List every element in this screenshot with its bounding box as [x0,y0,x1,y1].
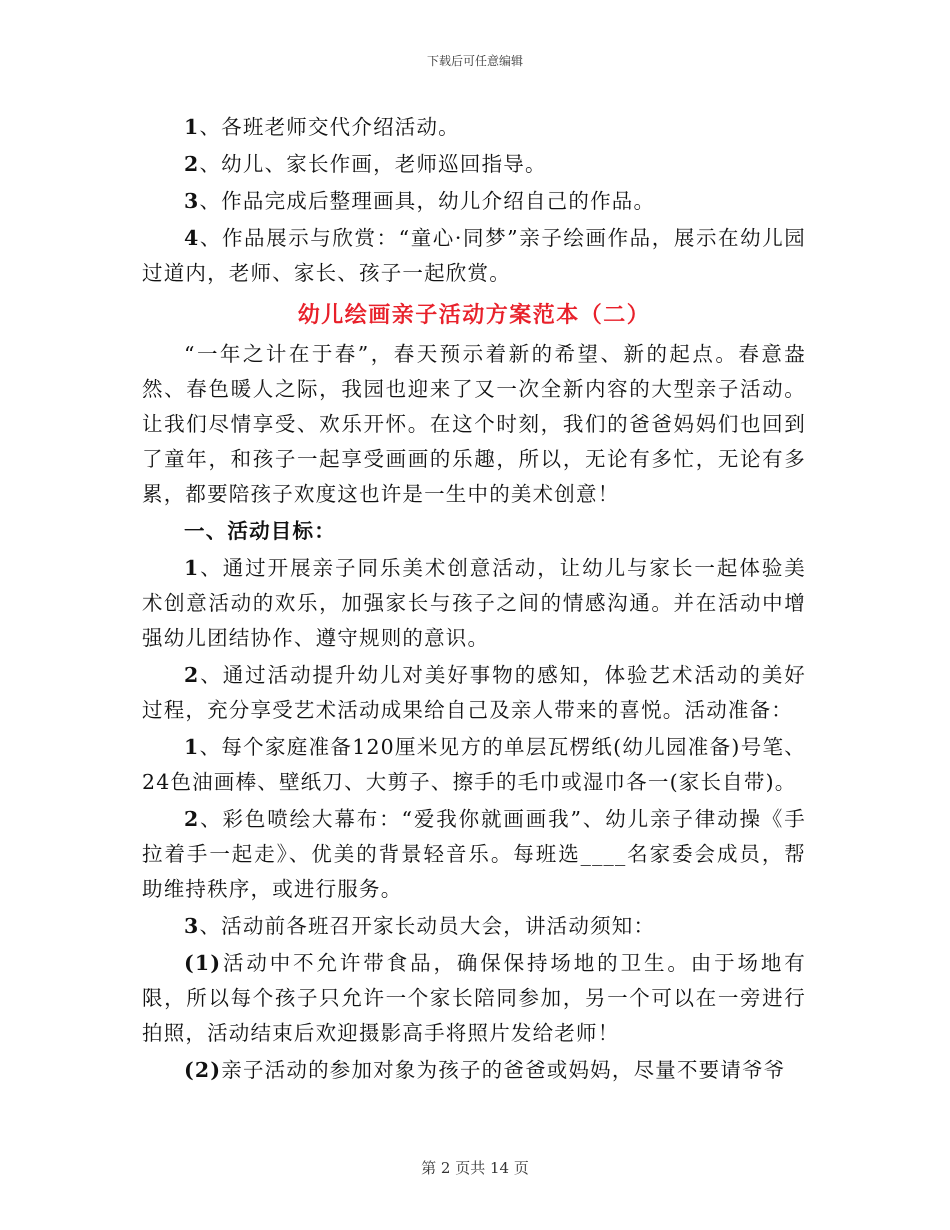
goals-heading: 一、活动目标： [184,519,336,543]
item-number: 1 [184,556,200,580]
item-text: 、作品展示与欣赏：“童心·同梦”亲子绘画作品，展示在幼儿园过道内，老师、家长、孩子一起欣赏。 [142,226,806,285]
document-body [142,110,806,1090]
item-text: 、各班老师交代介绍活动。 [199,115,460,139]
intro-paragraph: “一年之计在于春”，春天预示着新的希望、新的起点。春意盎然、春色暖人之际，我园也迎来了又一次全新内容的大型亲子活动。让我们尽情享受、欢乐开怀。在这个时刻，我们的爸爸妈妈们也回到了童年，和孩子一起享受画画的乐趣，所以，无论有多忙，无论有多累，都要陪孩子欢度这也许是一生中的美术创意！ [142,342,806,506]
item-number: (2) [184,1058,222,1082]
item-number: 1 [184,115,200,139]
page-header: 下载后可任意编辑 [426,54,523,68]
item-text: 活动中不允许带食品，确保保持场地的卫生。由于场地有限，所以每个孩子只允许一个家长陪同参加，另一个可以在一旁进行拍照，活动结束后欢迎摄影高手将照片发给老师！ [142,951,806,1045]
item-text: 、通过开展亲子同乐美术创意活动，让幼儿与家长一起体验美术创意活动的欢乐，加强家长与孩子之间的情感沟通。并在活动中增强幼儿团结协作、遵守规则的意识。 [142,556,806,650]
item-number: 4 [184,226,200,250]
section-title: 幼儿绘画亲子活动方案范本（二） [297,302,651,328]
item-number: 2 [184,152,200,176]
page-footer: 第 2 页共 14 页 [421,1159,529,1177]
item-number: (1) [184,951,222,975]
item-number: 3 [184,189,200,213]
list-item [142,184,806,219]
item-text: 亲子活动的参加对象为孩子的爸爸或妈妈，尽量不要请爷爷 [221,1058,786,1082]
list-item [142,147,806,182]
item-text: 、活动前各班召开家长动员大会，讲活动须知： [199,914,656,938]
prep-item [142,730,806,800]
item-number: 2 [184,807,200,831]
item-number: 2 [184,663,200,687]
item-text: 、彩色喷绘大幕布：“爱我你就画画我”、幼儿亲子律动操《手拉着手一起走》、优美的背景轻音乐。每班选____名家委会成员，帮助维持秩序，或进行服务。 [142,807,806,901]
item-number: 1 [184,735,200,759]
item-text: 、通过活动提升幼儿对美好事物的感知，体验艺术活动的美好过程，充分享受艺术活动成果给自己及亲人带来的喜悦。活动准备： [142,663,806,722]
rule-item [142,1053,806,1088]
goal-item [142,551,806,656]
list-item [142,110,806,145]
item-text: 、幼儿、家长作画，老师巡回指导。 [199,152,547,176]
item-number: 3 [184,914,200,938]
item-text: 、每个家庭准备120厘米见方的单层瓦楞纸(幼儿园准备)号笔、24色油画棒、壁纸刀、大剪子、擦手的毛巾或湿巾各一(家长自带)。 [142,735,806,794]
goal-item [142,658,806,728]
rule-item [142,946,806,1051]
prep-item [142,802,806,907]
list-item [142,221,806,291]
item-text: 、作品完成后整理画具，幼儿介绍自己的作品。 [199,189,656,213]
prep-item [142,909,806,944]
